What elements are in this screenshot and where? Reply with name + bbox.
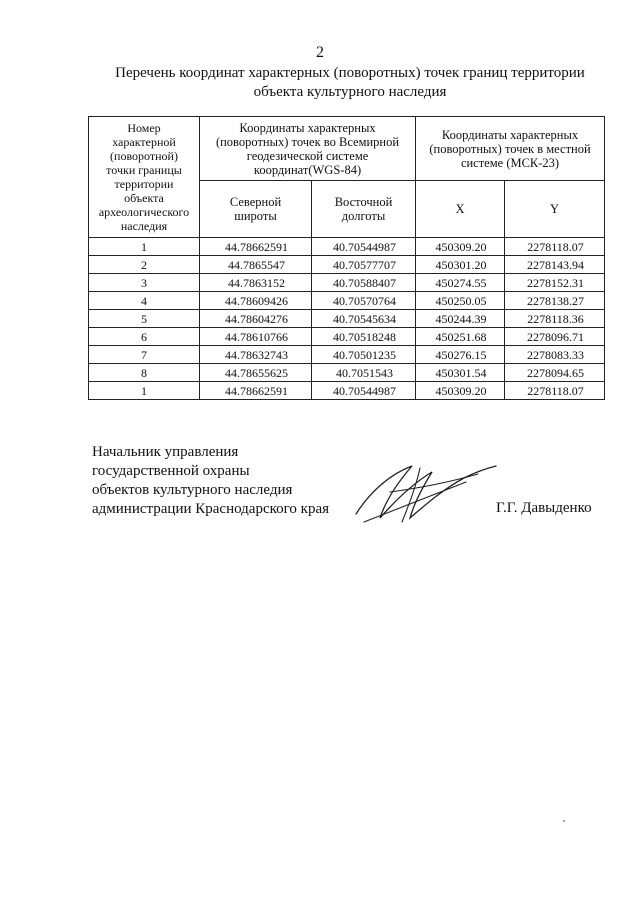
cell-longitude: 40.70545634 bbox=[312, 310, 416, 328]
header-wgs84: Координаты характерных (поворотных) точек во Всемирной геодезической системе координат(WGS-84) bbox=[200, 117, 416, 181]
cell-point-number: 4 bbox=[89, 292, 200, 310]
cell-latitude: 44.78609426 bbox=[200, 292, 312, 310]
table-row bbox=[89, 292, 605, 310]
header-east-longitude: Восточной долготы bbox=[312, 181, 416, 238]
cell-x: 450301.54 bbox=[416, 364, 505, 382]
signatory-position bbox=[92, 443, 329, 519]
cell-point-number: 7 bbox=[89, 346, 200, 364]
cell-y: 2278143.94 bbox=[505, 256, 605, 274]
table-row bbox=[89, 382, 605, 400]
cell-x: 450301.20 bbox=[416, 256, 505, 274]
cell-longitude: 40.70518248 bbox=[312, 328, 416, 346]
cell-point-number: 2 bbox=[89, 256, 200, 274]
table-row bbox=[89, 346, 605, 364]
header-y: Y bbox=[505, 181, 605, 238]
cell-y: 2278118.07 bbox=[505, 382, 605, 400]
cell-longitude: 40.70544987 bbox=[312, 238, 416, 256]
header-point-number: Номер характерной (поворотной) точки границы территории объекта археологического наследия bbox=[89, 117, 200, 238]
cell-latitude: 44.78655625 bbox=[200, 364, 312, 382]
cell-point-number: 6 bbox=[89, 328, 200, 346]
cell-x: 450251.68 bbox=[416, 328, 505, 346]
position-line-4: администрации Краснодарского края bbox=[92, 501, 330, 517]
table-row bbox=[89, 364, 605, 382]
cell-y: 2278138.27 bbox=[505, 292, 605, 310]
cell-longitude: 40.7051543 bbox=[312, 364, 416, 382]
cell-latitude: 44.78610766 bbox=[200, 328, 312, 346]
cell-longitude: 40.70501235 bbox=[312, 346, 416, 364]
cell-x: 450276.15 bbox=[416, 346, 505, 364]
cell-y: 2278152.31 bbox=[505, 274, 605, 292]
header-msk23: Координаты характерных (поворотных) точек в местной системе (МСК-23) bbox=[416, 117, 605, 181]
position-line-3: объектов культурного наследия bbox=[92, 482, 293, 498]
position-line-1: Начальник управления bbox=[92, 444, 239, 460]
coordinates-table bbox=[88, 116, 605, 400]
signer-name: Г.Г. Давыденко bbox=[496, 500, 592, 516]
title-line-1: Перечень координат характерных (поворотных) точек границ территории bbox=[115, 65, 585, 81]
table-row bbox=[89, 256, 605, 274]
document-title bbox=[60, 64, 640, 102]
header-north-latitude: Северной широты bbox=[200, 181, 312, 238]
cell-point-number: 5 bbox=[89, 310, 200, 328]
position-line-2: государственной охраны bbox=[92, 463, 250, 479]
cell-x: 450309.20 bbox=[416, 238, 505, 256]
cell-longitude: 40.70588407 bbox=[312, 274, 416, 292]
cell-point-number: 1 bbox=[89, 238, 200, 256]
cell-y: 2278118.36 bbox=[505, 310, 605, 328]
cell-latitude: 44.78604276 bbox=[200, 310, 312, 328]
cell-longitude: 40.70577707 bbox=[312, 256, 416, 274]
cell-longitude: 40.70570764 bbox=[312, 292, 416, 310]
cell-x: 450274.55 bbox=[416, 274, 505, 292]
table-header-row bbox=[89, 117, 605, 181]
cell-y: 2278094.65 bbox=[505, 364, 605, 382]
cell-y: 2278083.33 bbox=[505, 346, 605, 364]
cell-x: 450250.05 bbox=[416, 292, 505, 310]
cell-point-number: 8 bbox=[89, 364, 200, 382]
cell-point-number: 1 bbox=[89, 382, 200, 400]
table-row bbox=[89, 238, 605, 256]
cell-point-number: 3 bbox=[89, 274, 200, 292]
header-x: X bbox=[416, 181, 505, 238]
handwritten-signature bbox=[350, 452, 500, 532]
cell-latitude: 44.78632743 bbox=[200, 346, 312, 364]
cell-latitude: 44.7865547 bbox=[200, 256, 312, 274]
cell-latitude: 44.78662591 bbox=[200, 238, 312, 256]
cell-longitude: 40.70544987 bbox=[312, 382, 416, 400]
table-row bbox=[89, 274, 605, 292]
cell-x: 450244.39 bbox=[416, 310, 505, 328]
cell-latitude: 44.78662591 bbox=[200, 382, 312, 400]
cell-y: 2278118.07 bbox=[505, 238, 605, 256]
cell-y: 2278096.71 bbox=[505, 328, 605, 346]
table-row bbox=[89, 310, 605, 328]
title-line-2: объекта культурного наследия bbox=[253, 84, 447, 100]
scan-speck bbox=[563, 820, 565, 822]
cell-x: 450309.20 bbox=[416, 382, 505, 400]
table-row bbox=[89, 328, 605, 346]
page-number: 2 bbox=[316, 44, 324, 61]
cell-latitude: 44.7863152 bbox=[200, 274, 312, 292]
